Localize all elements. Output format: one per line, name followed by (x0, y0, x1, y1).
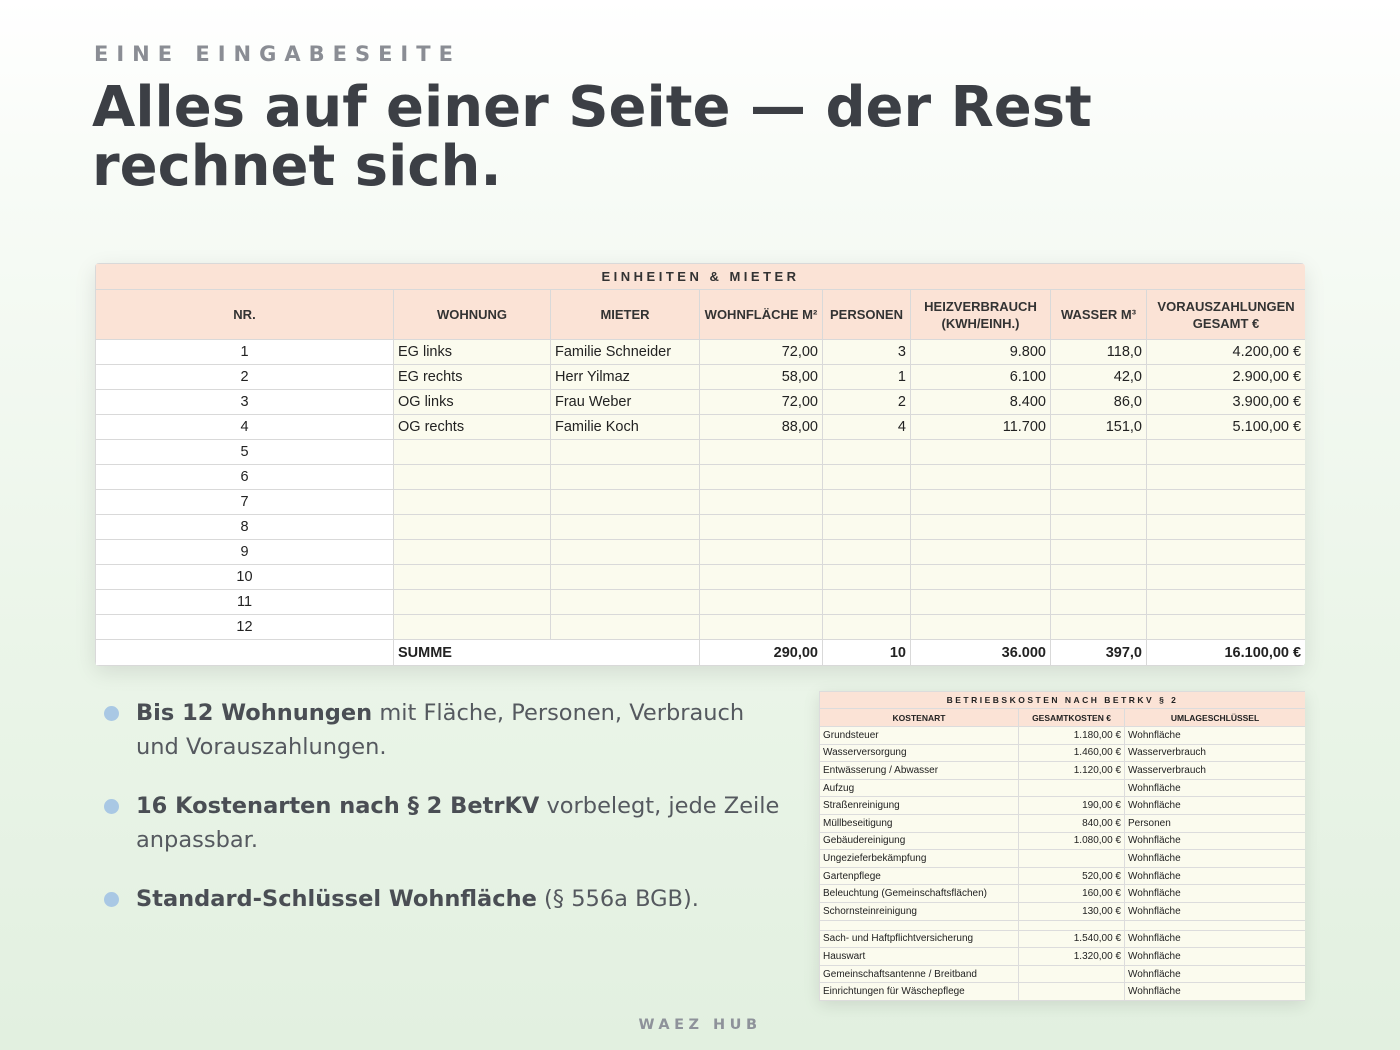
table-cell[interactable]: Einrichtungen für Wäschepflege (820, 983, 1019, 1001)
table-cell[interactable]: Schornsteinreinigung (820, 902, 1019, 920)
table-cell[interactable]: 72,00 (700, 390, 823, 415)
table-cell[interactable] (700, 490, 823, 515)
table-cell[interactable] (700, 615, 823, 640)
table-cell[interactable] (823, 565, 911, 590)
units-col-header: MIETER (551, 290, 700, 340)
table-cell[interactable]: Gemeinschaftsantenne / Breitband (820, 965, 1019, 983)
table-cell[interactable]: EG rechts (394, 365, 551, 390)
table-cell[interactable]: 520,00 € (1019, 867, 1125, 885)
page-title: Alles auf einer Seite — der Rest rechnet sich. (92, 75, 1092, 199)
table-cell[interactable]: Wohnfläche (1125, 797, 1306, 815)
table-cell[interactable]: 160,00 € (1019, 885, 1125, 903)
table-row (96, 340, 1306, 365)
table-cell[interactable]: Wohnfläche (1125, 850, 1306, 868)
table-cell[interactable] (700, 515, 823, 540)
table-cell[interactable] (823, 440, 911, 465)
table-cell[interactable] (394, 440, 551, 465)
table-cell[interactable] (551, 490, 700, 515)
table-cell[interactable] (1019, 779, 1125, 797)
table-cell[interactable] (1019, 983, 1125, 1001)
table-cell[interactable]: Straßenreinigung (820, 797, 1019, 815)
table-cell[interactable] (551, 440, 700, 465)
table-cell[interactable]: 130,00 € (1019, 902, 1125, 920)
costs-col-header: UMLAGESCHLÜSSEL (1125, 709, 1306, 727)
units-col-header: WASSER M³ (1051, 290, 1147, 340)
table-row (820, 779, 1306, 797)
costs-gap-row (820, 920, 1306, 930)
table-cell[interactable]: Wohnfläche (1125, 948, 1306, 966)
row-number: 6 (96, 465, 394, 490)
feature-bold: 16 Kostenarten nach § 2 BetrKV (136, 793, 540, 819)
table-cell[interactable] (394, 565, 551, 590)
row-number: 1 (96, 340, 394, 365)
row-number: 12 (96, 615, 394, 640)
table-cell[interactable] (700, 590, 823, 615)
table-row (96, 490, 1306, 515)
table-cell[interactable]: 86,0 (1051, 390, 1147, 415)
table-cell[interactable] (551, 540, 700, 565)
table-cell[interactable] (551, 615, 700, 640)
table-row (820, 850, 1306, 868)
table-cell[interactable]: 3.900,00 € (1147, 390, 1306, 415)
table-cell[interactable] (1147, 615, 1306, 640)
table-cell[interactable]: 6.100 (911, 365, 1051, 390)
feature-bold: Standard-Schlüssel Wohnfläche (136, 886, 537, 912)
table-cell[interactable]: Wohnfläche (1125, 779, 1306, 797)
table-cell[interactable]: 840,00 € (1019, 814, 1125, 832)
table-cell[interactable]: Grundsteuer (820, 727, 1019, 745)
table-cell[interactable]: 4 (823, 415, 911, 440)
feature-text: (§ 556a BGB). (536, 886, 699, 912)
table-row (96, 515, 1306, 540)
units-table-title: EINHEITEN & MIETER (96, 264, 1306, 290)
table-cell[interactable]: 1.080,00 € (1019, 832, 1125, 850)
table-cell[interactable]: 1.320,00 € (1019, 948, 1125, 966)
row-number: 4 (96, 415, 394, 440)
table-cell[interactable] (1147, 515, 1306, 540)
row-number: 10 (96, 565, 394, 590)
table-cell[interactable] (1051, 540, 1147, 565)
table-row (96, 365, 1306, 390)
table-cell[interactable]: Wohnfläche (1125, 965, 1306, 983)
table-cell[interactable] (911, 465, 1051, 490)
sum-vorauszahlungen: 16.100,00 € (1147, 640, 1306, 666)
row-number: 7 (96, 490, 394, 515)
table-cell[interactable]: Wasserverbrauch (1125, 762, 1306, 780)
table-cell[interactable] (551, 465, 700, 490)
row-number: 3 (96, 390, 394, 415)
table-cell[interactable] (823, 515, 911, 540)
units-col-header: HEIZVERBRAUCH (KWH/EINH.) (911, 290, 1051, 340)
sum-heizverbrauch: 36.000 (911, 640, 1051, 666)
bullet-dot-icon (104, 799, 119, 814)
table-cell[interactable]: 9.800 (911, 340, 1051, 365)
feature-item (104, 882, 794, 916)
table-row (820, 814, 1306, 832)
table-cell[interactable] (911, 490, 1051, 515)
table-cell[interactable]: Frau Weber (551, 390, 700, 415)
table-cell[interactable]: 72,00 (700, 340, 823, 365)
table-row (96, 590, 1306, 615)
table-cell[interactable]: 11.700 (911, 415, 1051, 440)
table-cell[interactable] (911, 540, 1051, 565)
table-cell[interactable]: 3 (823, 340, 911, 365)
table-cell[interactable]: 1.120,00 € (1019, 762, 1125, 780)
table-row (96, 540, 1306, 565)
table-cell[interactable]: 2 (823, 390, 911, 415)
footer-brand: WAEZ HUB (638, 1017, 762, 1033)
units-table (95, 263, 1305, 666)
feature-bold: Bis 12 Wohnungen (136, 700, 373, 726)
table-cell[interactable]: Müllbeseitigung (820, 814, 1019, 832)
table-cell[interactable] (394, 615, 551, 640)
units-col-header: NR. (96, 290, 394, 340)
table-cell[interactable] (911, 515, 1051, 540)
table-row (96, 390, 1306, 415)
table-cell[interactable] (394, 515, 551, 540)
table-cell[interactable]: Wohnfläche (1125, 832, 1306, 850)
table-row (820, 744, 1306, 762)
table-cell[interactable] (700, 440, 823, 465)
table-row (96, 565, 1306, 590)
table-cell[interactable]: EG links (394, 340, 551, 365)
table-cell[interactable]: 1 (823, 365, 911, 390)
table-cell[interactable] (1147, 440, 1306, 465)
sum-wasser: 397,0 (1051, 640, 1147, 666)
table-cell[interactable]: 118,0 (1051, 340, 1147, 365)
table-cell[interactable] (911, 440, 1051, 465)
table-row (96, 415, 1306, 440)
table-cell[interactable] (394, 540, 551, 565)
units-col-header: VORAUSZAHLUNGEN GESAMT € (1147, 290, 1306, 340)
feature-text: mit Fläche, Personen, Verbrauch und Vorauszahlungen. (136, 700, 745, 760)
table-cell[interactable] (823, 465, 911, 490)
units-sheet (95, 263, 1305, 666)
row-number: 11 (96, 590, 394, 615)
units-col-header: PERSONEN (823, 290, 911, 340)
table-cell[interactable]: Personen (1125, 814, 1306, 832)
table-cell[interactable] (1019, 965, 1125, 983)
costs-table (819, 691, 1305, 1001)
table-cell[interactable]: Aufzug (820, 779, 1019, 797)
table-cell[interactable] (1051, 615, 1147, 640)
table-cell[interactable]: Hauswart (820, 948, 1019, 966)
table-cell[interactable] (700, 465, 823, 490)
table-cell[interactable] (1147, 540, 1306, 565)
table-cell[interactable]: 2.900,00 € (1147, 365, 1306, 390)
table-cell[interactable] (1051, 565, 1147, 590)
row-number: 5 (96, 440, 394, 465)
table-cell[interactable]: Sach- und Haftpflichtversicherung (820, 930, 1019, 948)
table-cell[interactable]: 5.100,00 € (1147, 415, 1306, 440)
table-cell[interactable]: 88,00 (700, 415, 823, 440)
table-row (820, 965, 1306, 983)
table-cell[interactable] (394, 465, 551, 490)
table-cell[interactable] (911, 615, 1051, 640)
table-cell[interactable]: 1.460,00 € (1019, 744, 1125, 762)
table-cell[interactable] (1147, 465, 1306, 490)
eyebrow: EINE EINGABESEITE (94, 42, 461, 66)
units-col-header: WOHNFLÄCHE M² (700, 290, 823, 340)
table-cell[interactable]: 151,0 (1051, 415, 1147, 440)
table-cell[interactable]: Wohnfläche (1125, 902, 1306, 920)
sum-row (96, 640, 1306, 666)
table-cell[interactable] (823, 490, 911, 515)
table-cell[interactable]: OG rechts (394, 415, 551, 440)
table-row (96, 465, 1306, 490)
table-cell[interactable]: Beleuchtung (Gemeinschaftsflächen) (820, 885, 1019, 903)
table-cell[interactable] (1147, 490, 1306, 515)
bullet-dot-icon (104, 706, 119, 721)
costs-table-title: BETRIEBSKOSTEN NACH BETRKV § 2 (820, 692, 1306, 709)
table-row (820, 930, 1306, 948)
table-cell[interactable] (1147, 590, 1306, 615)
table-cell[interactable]: 42,0 (1051, 365, 1147, 390)
table-cell[interactable]: Wohnfläche (1125, 930, 1306, 948)
table-cell[interactable] (1051, 590, 1147, 615)
feature-list (104, 696, 794, 941)
row-number: 2 (96, 365, 394, 390)
table-cell[interactable] (911, 565, 1051, 590)
table-cell[interactable]: 1.540,00 € (1019, 930, 1125, 948)
row-number: 8 (96, 515, 394, 540)
sum-personen: 10 (823, 640, 911, 666)
table-cell[interactable]: Wohnfläche (1125, 727, 1306, 745)
row-number: 9 (96, 540, 394, 565)
table-cell[interactable] (1051, 465, 1147, 490)
table-cell[interactable] (1019, 850, 1125, 868)
sum-wohnflaeche: 290,00 (700, 640, 823, 666)
table-cell[interactable]: Wasserversorgung (820, 744, 1019, 762)
table-cell[interactable]: 1.180,00 € (1019, 727, 1125, 745)
table-row (820, 797, 1306, 815)
table-cell[interactable] (551, 590, 700, 615)
costs-col-header: GESAMTKOSTEN € (1019, 709, 1125, 727)
feature-text: vorbelegt, jede Zeile anpassbar. (136, 793, 780, 853)
table-cell[interactable]: Gartenpflege (820, 867, 1019, 885)
units-col-header: WOHNUNG (394, 290, 551, 340)
table-cell[interactable]: Wasserverbrauch (1125, 744, 1306, 762)
table-cell[interactable] (1147, 565, 1306, 590)
feature-item (104, 696, 794, 764)
table-row (820, 902, 1306, 920)
table-cell[interactable]: Entwässerung / Abwasser (820, 762, 1019, 780)
table-cell[interactable]: Wohnfläche (1125, 983, 1306, 1001)
table-cell[interactable] (911, 590, 1051, 615)
table-row (820, 832, 1306, 850)
table-row (820, 867, 1306, 885)
table-row (820, 885, 1306, 903)
table-cell[interactable] (700, 540, 823, 565)
table-cell[interactable]: Herr Yilmaz (551, 365, 700, 390)
table-cell[interactable] (394, 490, 551, 515)
table-row (820, 762, 1306, 780)
table-cell[interactable]: 4.200,00 € (1147, 340, 1306, 365)
table-cell[interactable]: Wohnfläche (1125, 885, 1306, 903)
table-cell[interactable]: OG links (394, 390, 551, 415)
table-cell[interactable] (551, 565, 700, 590)
table-row (96, 440, 1306, 465)
costs-col-header: KOSTENART (820, 709, 1019, 727)
table-cell[interactable] (823, 590, 911, 615)
costs-sheet (819, 691, 1305, 1001)
table-cell[interactable] (823, 615, 911, 640)
table-cell[interactable]: 8.400 (911, 390, 1051, 415)
table-row (820, 983, 1306, 1001)
table-row (820, 727, 1306, 745)
table-cell[interactable]: Gebäudereinigung (820, 832, 1019, 850)
feature-item (104, 789, 794, 857)
table-cell[interactable] (823, 540, 911, 565)
table-cell[interactable] (394, 590, 551, 615)
table-cell[interactable] (1051, 440, 1147, 465)
table-cell[interactable] (700, 565, 823, 590)
table-cell[interactable]: 58,00 (700, 365, 823, 390)
table-cell[interactable]: Ungezieferbekämpfung (820, 850, 1019, 868)
table-cell[interactable]: Familie Koch (551, 415, 700, 440)
table-cell[interactable]: Wohnfläche (1125, 867, 1306, 885)
table-cell[interactable] (1051, 490, 1147, 515)
table-cell[interactable]: 190,00 € (1019, 797, 1125, 815)
table-row (820, 948, 1306, 966)
bullet-dot-icon (104, 892, 119, 907)
table-cell[interactable] (1051, 515, 1147, 540)
table-row (96, 615, 1306, 640)
table-cell[interactable] (551, 515, 700, 540)
sum-label: SUMME (394, 640, 700, 666)
table-cell[interactable]: Familie Schneider (551, 340, 700, 365)
